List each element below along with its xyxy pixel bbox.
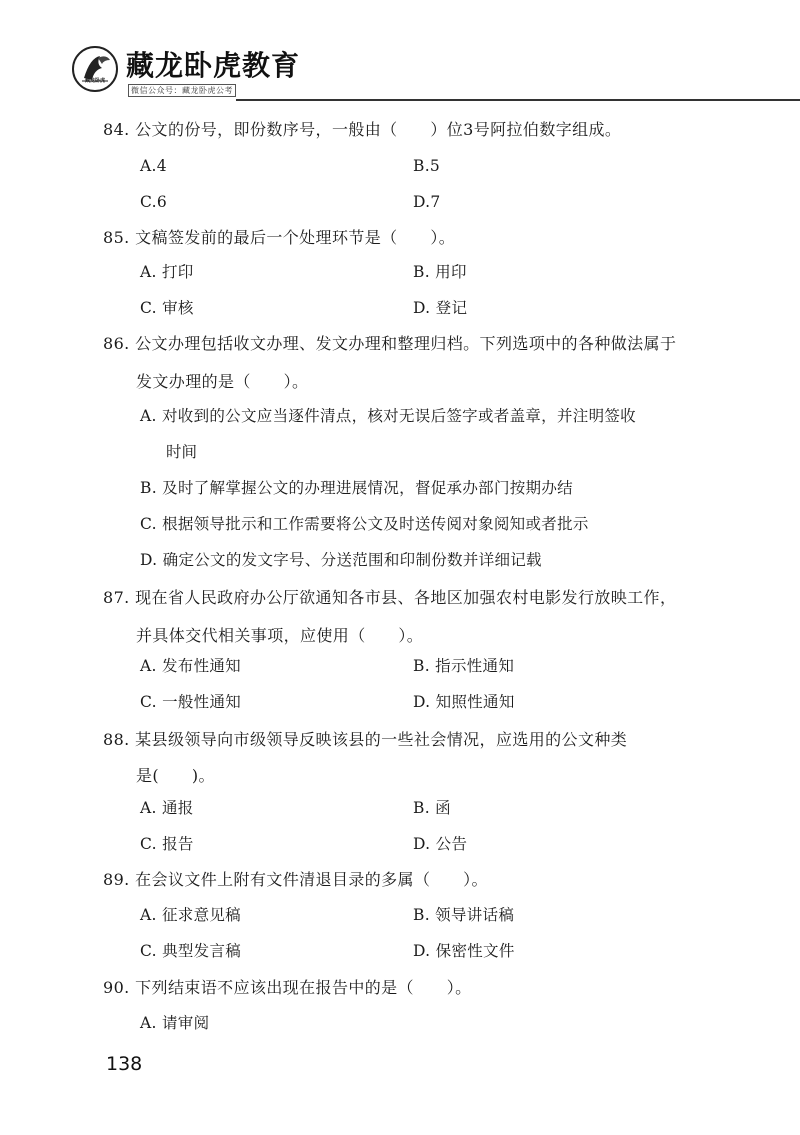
option-b: B. 用印 — [413, 263, 467, 281]
question-text: 在会议文件上附有文件清退目录的多属（ ）。 — [135, 870, 488, 889]
option-c: C.6 — [140, 193, 168, 211]
header-divider — [236, 99, 800, 101]
question-number: 89. — [103, 870, 130, 889]
option-a: A. 通报 — [140, 799, 194, 817]
brand-subtitle: 微信公众号：藏龙卧虎公考 — [128, 84, 236, 97]
question-87-stem-cont: 并具体交代相关事项，应使用（ ）。 — [136, 626, 424, 645]
question-text: 文稿签发前的最后一个处理环节是（ ）。 — [135, 228, 456, 247]
question-text: 公文办理包括收文办理、发文办理和整理归档。下列选项中的各种做法属于 — [135, 334, 677, 353]
question-number: 88. — [103, 730, 130, 749]
logo-text: 藏龙卧虎 — [84, 78, 105, 84]
option-d: D. 公告 — [413, 835, 468, 853]
option-a: A. 发布性通知 — [140, 657, 241, 675]
option-b: B. 指示性通知 — [413, 657, 515, 675]
option-c: C. 报告 — [140, 835, 194, 853]
option-a: A. 打印 — [140, 263, 194, 281]
question-number: 86. — [103, 334, 130, 353]
option-a: A. 征求意见稿 — [140, 906, 241, 924]
page-number: 138 — [106, 1053, 143, 1075]
option-a: A. 对收到的公文应当逐件清点，核对无误后签字或者盖章，并注明签收 — [140, 407, 636, 425]
option-d: D. 确定公文的发文字号、分送范围和印制份数并详细记载 — [140, 551, 542, 569]
option-c: C. 典型发言稿 — [140, 942, 242, 960]
question-text: 某县级领导向市级领导反映该县的一些社会情况，应选用的公文种类 — [135, 730, 628, 749]
question-84-stem — [103, 112, 718, 148]
question-88-stem-cont: 是( )。 — [136, 766, 215, 785]
page-header — [0, 0, 800, 106]
option-d: D. 保密性文件 — [413, 942, 515, 960]
option-b: B.5 — [413, 157, 441, 175]
option-d: D. 登记 — [413, 299, 468, 317]
option-a: A. 请审阅 — [140, 1014, 210, 1032]
question-86-stem — [103, 326, 718, 362]
question-86-stem-cont: 发文办理的是（ ）。 — [136, 372, 309, 391]
option-d: D.7 — [413, 193, 441, 211]
option-a: A.4 — [140, 157, 167, 175]
option-c: C. 审核 — [140, 299, 194, 317]
option-c: C. 一般性通知 — [140, 693, 242, 711]
brand-logo — [72, 46, 118, 92]
brand-title: 藏龙卧虎教育 — [126, 49, 301, 82]
question-number: 87. — [103, 588, 130, 607]
option-d: D. 知照性通知 — [413, 693, 515, 711]
question-87-stem — [103, 580, 718, 616]
question-88-stem — [103, 722, 718, 758]
question-89-stem — [103, 862, 718, 898]
option-b: B. 领导讲话稿 — [413, 906, 515, 924]
option-b: B. 及时了解掌握公文的办理进展情况，督促承办部门按期办结 — [140, 479, 573, 497]
option-b: B. 函 — [413, 799, 451, 817]
question-text: 公文的份号，即份数序号，一般由（ ）位3号阿拉伯数字组成。 — [135, 120, 622, 139]
question-number: 85. — [103, 228, 130, 247]
question-text: 下列结束语不应该出现在报告中的是（ ）。 — [135, 978, 472, 997]
question-85-stem — [103, 220, 718, 256]
question-text: 现在省人民政府办公厅欲通知各市县、各地区加强农村电影发行放映工作， — [135, 588, 677, 607]
question-90-stem — [103, 970, 718, 1006]
option-c: C. 根据领导批示和工作需要将公文及时送传阅对象阅知或者批示 — [140, 515, 589, 533]
question-number: 84. — [103, 120, 130, 139]
option-a-continued: 时间 — [166, 443, 198, 461]
question-number: 90. — [103, 978, 130, 997]
